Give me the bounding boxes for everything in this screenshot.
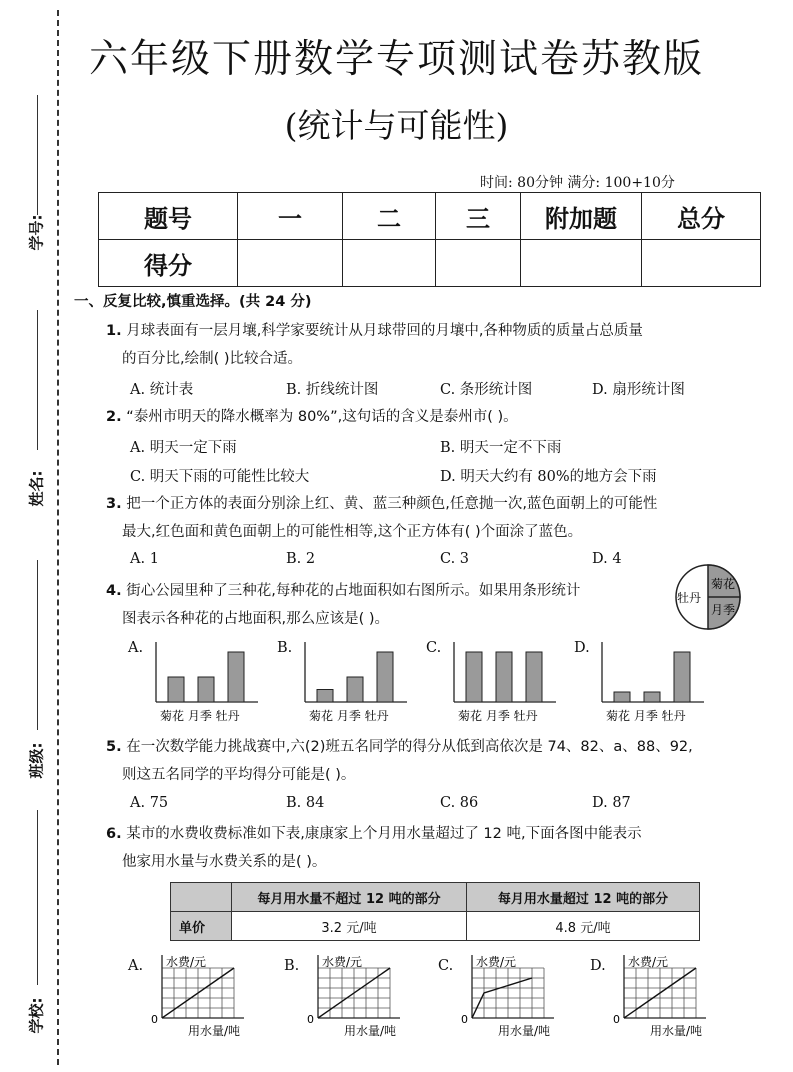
table-cell: 4.8 元/吨	[467, 912, 700, 941]
question-text: 把一个正方体的表面分别涂上红、黄、蓝三种颜色,任意抛一次,蓝色面朝上的可能性	[126, 496, 658, 512]
question-text: 月球表面有一层月壤,科学家要统计从月球带回的月壤中,各种物质的质量占总质量	[126, 323, 643, 339]
score-input-cell[interactable]	[343, 240, 436, 287]
graph-y-label: 水费/元	[322, 955, 363, 969]
bar-axis-labels: 菊花 月季 牡丹	[458, 709, 538, 723]
water-fee-table	[170, 882, 700, 941]
graph-y-label: 水费/元	[628, 955, 669, 969]
question-number: 4.	[106, 583, 122, 599]
pie-label-peony: 牡丹	[677, 591, 702, 605]
question-number: 3.	[106, 496, 122, 512]
bar-axis-labels: 菊花 月季 牡丹	[606, 709, 686, 723]
score-header-cell: 二	[343, 193, 436, 240]
question-number: 6.	[106, 826, 122, 842]
table-header: 每月用水量超过 12 吨的部分	[467, 883, 700, 912]
table-row-label: 单价	[171, 912, 232, 941]
line-graph-option	[150, 955, 280, 1037]
bar-chrysanthemum	[614, 692, 630, 702]
option-a[interactable]: A. 统计表	[130, 382, 194, 398]
option-c[interactable]: C. 3	[440, 551, 470, 567]
question-number: 2.	[106, 409, 122, 425]
option-letter[interactable]: D.	[574, 640, 590, 656]
page-subtitle: (统计与可能性)	[284, 106, 509, 145]
option-b[interactable]: B. 2	[286, 551, 316, 567]
score-header-cell: 附加题	[521, 193, 642, 240]
score-input-cell[interactable]	[642, 240, 761, 287]
question-4	[106, 577, 580, 633]
score-header-cell: 一	[238, 193, 343, 240]
question-3	[106, 490, 657, 546]
bar-chrysanthemum	[168, 677, 184, 702]
option-letter[interactable]: B.	[284, 958, 300, 974]
question-number: 5.	[106, 739, 122, 755]
table-cell: 3.2 元/吨	[232, 912, 467, 941]
student-no-label: 学号:	[27, 214, 46, 251]
question-text: 图表示各种花的占地面积,那么应该是( )。	[122, 611, 390, 627]
bar-chart-option	[596, 640, 726, 725]
question-2	[106, 403, 518, 431]
page-title: 六年级下册数学专项测试卷苏教版	[88, 37, 704, 82]
graph-origin: 0	[151, 1013, 158, 1026]
time-info: 时间: 80分钟 满分: 100+10分	[480, 175, 675, 191]
option-d[interactable]: D. 明天大约有 80%的地方会下雨	[440, 469, 657, 485]
line-graph-option	[306, 955, 436, 1037]
question-text: 最大,红色面和黄色面朝上的可能性相等,这个正方体有( )个面涂了蓝色。	[122, 524, 583, 540]
graph-x-label: 用水量/吨	[498, 1024, 551, 1037]
bar-peony	[377, 652, 393, 702]
score-row-label: 得分	[99, 240, 238, 287]
option-d[interactable]: D. 4	[592, 551, 622, 567]
bar-chart-option	[150, 640, 280, 725]
option-b[interactable]: B. 84	[286, 795, 325, 811]
student-no-line	[37, 95, 38, 215]
line-graph-option	[460, 955, 590, 1037]
bar-rose	[347, 677, 363, 702]
option-letter[interactable]: C.	[438, 958, 454, 974]
bar-axis-labels: 菊花 月季 牡丹	[309, 709, 389, 723]
table-header: 每月用水量不超过 12 吨的部分	[232, 883, 467, 912]
score-input-cell[interactable]	[521, 240, 642, 287]
graph-origin: 0	[461, 1013, 468, 1026]
question-5	[106, 733, 693, 789]
section-heading: 一、反复比较,慎重选择。(共 24 分)	[74, 294, 312, 310]
option-d[interactable]: D. 87	[592, 795, 631, 811]
graph-y-label: 水费/元	[476, 955, 517, 969]
pie-label-rose: 月季	[711, 603, 736, 617]
school-label: 学校:	[27, 997, 46, 1034]
question-6	[106, 820, 642, 876]
option-a[interactable]: A. 明天一定下雨	[130, 440, 237, 456]
flower-pie-chart	[673, 562, 743, 632]
bar-chrysanthemum	[317, 690, 333, 703]
question-text: 他家用水量与水费关系的是( )。	[122, 854, 327, 870]
bar-chart-option	[299, 640, 429, 725]
graph-y-label: 水费/元	[166, 955, 207, 969]
question-text: 则这五名同学的平均得分可能是( )。	[122, 767, 356, 783]
score-table	[98, 192, 761, 287]
score-input-cell[interactable]	[436, 240, 521, 287]
option-letter[interactable]: A.	[128, 958, 144, 974]
graph-x-label: 用水量/吨	[188, 1024, 241, 1037]
name-label: 姓名:	[27, 470, 46, 507]
score-header-cell: 总分	[642, 193, 761, 240]
bar-peony	[228, 652, 244, 702]
question-text: 在一次数学能力挑战赛中,六(2)班五名同学的得分从低到高依次是 74、82、a、88、92,	[126, 739, 693, 755]
option-d[interactable]: D. 扇形统计图	[592, 382, 685, 398]
option-letter[interactable]: A.	[128, 640, 144, 656]
bar-peony	[674, 652, 690, 702]
name-line	[37, 310, 38, 450]
option-letter[interactable]: C.	[426, 640, 442, 656]
option-letter[interactable]: B.	[277, 640, 293, 656]
question-1	[106, 317, 643, 373]
school-line	[37, 810, 38, 985]
question-text: 某市的水费收费标准如下表,康康家上个月用水量超过了 12 吨,下面各图中能表示	[126, 826, 642, 842]
pie-label-chrysanthemum: 菊花	[711, 577, 736, 591]
binding-line	[57, 10, 59, 1065]
question-text: “泰州市明天的降水概率为 80%”,这句话的含义是泰州市( )。	[126, 409, 518, 425]
bar-peony	[526, 652, 542, 702]
bar-chrysanthemum	[466, 652, 482, 702]
class-line	[37, 560, 38, 730]
score-header-cell: 题号	[99, 193, 238, 240]
table-corner	[171, 883, 232, 912]
graph-origin: 0	[307, 1013, 314, 1026]
bar-rose	[198, 677, 214, 702]
option-c[interactable]: C. 条形统计图	[440, 382, 533, 398]
line-graph-option	[612, 955, 742, 1037]
option-a[interactable]: A. 75	[130, 795, 169, 811]
question-number: 1.	[106, 323, 122, 339]
option-letter[interactable]: D.	[590, 958, 606, 974]
bar-rose	[644, 692, 660, 702]
option-c[interactable]: C. 明天下雨的可能性比较大	[130, 469, 310, 485]
bar-chart-option	[448, 640, 578, 725]
bar-axis-labels: 菊花 月季 牡丹	[160, 709, 240, 723]
graph-x-label: 用水量/吨	[650, 1024, 703, 1037]
score-header-cell: 三	[436, 193, 521, 240]
bar-rose	[496, 652, 512, 702]
option-c[interactable]: C. 86	[440, 795, 479, 811]
option-a[interactable]: A. 1	[130, 551, 159, 567]
option-b[interactable]: B. 折线统计图	[286, 382, 379, 398]
graph-x-label: 用水量/吨	[344, 1024, 397, 1037]
option-b[interactable]: B. 明天一定不下雨	[440, 440, 562, 456]
score-input-cell[interactable]	[238, 240, 343, 287]
question-text: 街心公园里种了三种花,每种花的占地面积如右图所示。如果用条形统计	[126, 583, 581, 599]
question-text: 的百分比,绘制( )比较合适。	[122, 351, 303, 367]
class-label: 班级:	[27, 742, 46, 779]
graph-origin: 0	[613, 1013, 620, 1026]
